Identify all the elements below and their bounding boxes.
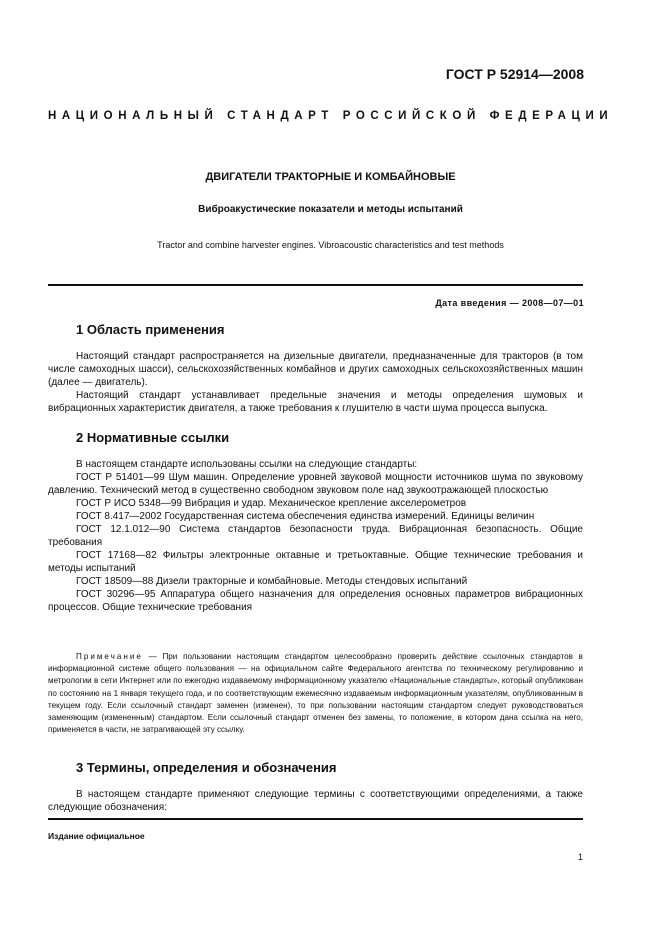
- reference-item: ГОСТ 30296—95 Аппаратура общего назначения для определения основных параметров вибрационных процессов. Общие технические требования: [48, 589, 583, 613]
- english-title: Tractor and combine harvester engines. Vibroacoustic characteristics and test methods: [157, 240, 504, 250]
- page-number: 1: [578, 852, 584, 862]
- section-1-paragraph: Настоящий стандарт распространяется на дизельные двигатели, предназначенные для тракторов (в том числе самоходных шасси), сельскохозяйственных комбайнов и других самоходных сельскохозяйственных машин (далее — двигатель).: [48, 351, 583, 388]
- national-standard-banner: НАЦИОНАЛЬНЫЙ СТАНДАРТ РОССИЙСКОЙ ФЕДЕРАЦИИ: [48, 110, 614, 122]
- normative-references: [48, 458, 583, 614]
- document-title: ДВИГАТЕЛИ ТРАКТОРНЫЕ И КОМБАЙНОВЫЕ: [205, 171, 456, 183]
- section-1-paragraph: Настоящий стандарт устанавливает предельные значения и методы определения шумовых и вибрационных характеристик двигателя, а также требования к глушителю в части шума процесса выпуска.: [48, 390, 583, 414]
- title-divider: [48, 284, 583, 286]
- references-intro: В настоящем стандарте использованы ссылки на следующие стандарты:: [76, 459, 418, 470]
- section-3-heading: 3 Термины, определения и обозначения: [76, 760, 337, 775]
- reference-item: ГОСТ 8.417—2002 Государственная система обеспечения единства измерений. Единицы величин: [76, 511, 535, 522]
- document-subtitle: Виброакустические показатели и методы испытаний: [198, 204, 463, 215]
- reference-item: ГОСТ 12.1.012—90 Система стандартов безопасности труда. Вибрационная безопасность. Общие требования: [48, 524, 583, 548]
- reference-item: ГОСТ 18509—88 Дизели тракторные и комбайновые. Методы стендовых испытаний: [76, 576, 468, 587]
- section-1-body: [48, 350, 583, 415]
- note-label: Примечание: [76, 652, 143, 661]
- section-1-heading: 1 Область применения: [76, 322, 225, 337]
- references-note: [48, 651, 583, 736]
- section-2-heading: 2 Нормативные ссылки: [76, 430, 230, 445]
- document-number: ГОСТ Р 52914—2008: [445, 66, 584, 82]
- footer-divider: [48, 818, 583, 820]
- note-text: — При пользовании настоящим стандартом целесообразно проверить действие ссылочных стандартов в информационной системе общего пользования — на официальном сайте Федерального агентства по техническому регулированию и метрологии в сети Интернет или по ежегодно издаваемому информационному указателю «Национальные стандарты», который опубликован по состоянию на 1 января текущего года, и по соответствующим ежемесячно издаваемым информационным указателям, опубликованным в текущем году. Если ссылочный стандарт заменен (изменен), то при пользовании настоящим стандартом следует руководствоваться заменяющим (измененным) стандартом. Если ссылочный стандарт отменен без замены, то положение, в котором дана ссылка на него, применяется в части, не затрагивающей эту ссылку.: [48, 652, 583, 735]
- section-3-body: [48, 788, 583, 814]
- reference-item: ГОСТ Р 51401—99 Шум машин. Определение уровней звуковой мощности источников шума по звуковому давлению. Технический метод в существенно свободном звуковом поле над звукоотражающей плоскостью: [48, 472, 583, 496]
- reference-item: ГОСТ Р ИСО 5348—99 Вибрация и удар. Механическое крепление акселерометров: [76, 498, 467, 509]
- section-3-paragraph: В настоящем стандарте применяют следующие термины с соответствующими определениями, а также следующие обозначения:: [48, 789, 583, 813]
- reference-item: ГОСТ 17168—82 Фильтры электронные октавные и третьоктавные. Общие технические требования и методы испытаний: [48, 550, 583, 574]
- introduction-date: Дата введения — 2008—07—01: [435, 298, 584, 308]
- edition-label: Издание официальное: [48, 831, 145, 841]
